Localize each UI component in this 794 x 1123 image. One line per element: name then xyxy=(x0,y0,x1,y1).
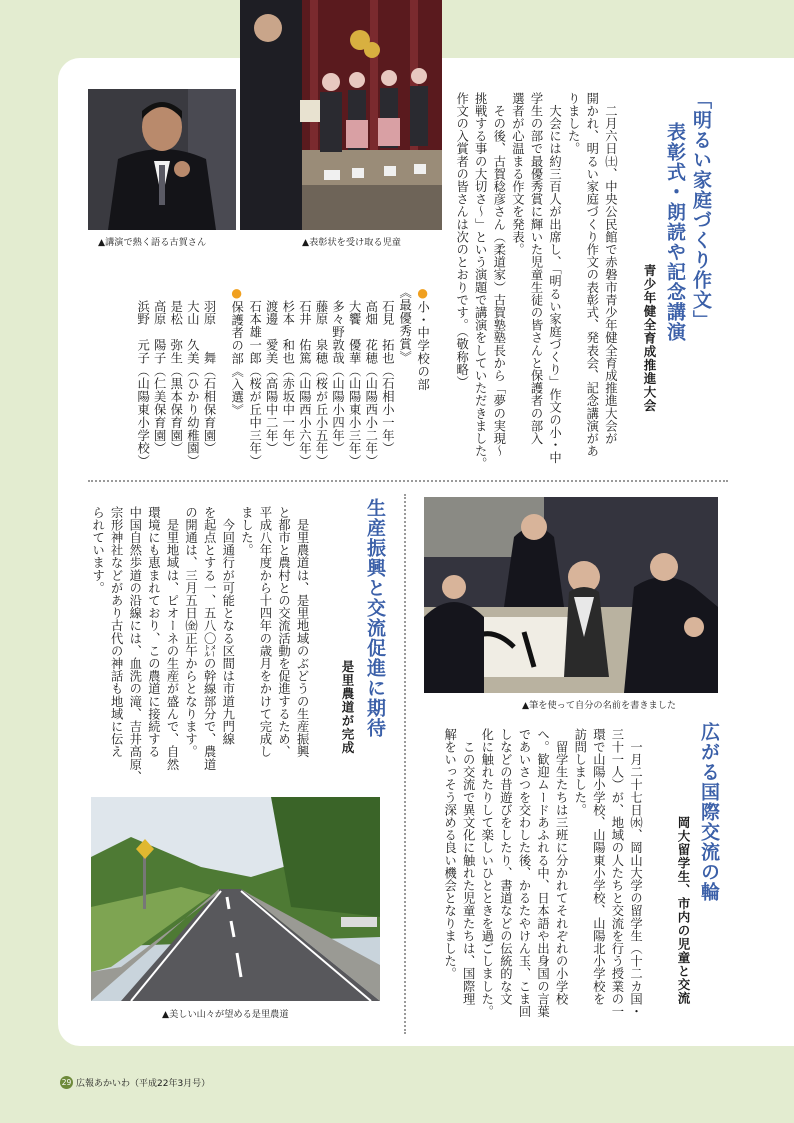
list-item: 石見 拓也（石相小一年） xyxy=(380,300,395,455)
list-item: 石井 佑篤（山陽西小六年） xyxy=(297,300,312,468)
article3-title: 生産振興と交流促進に期待 xyxy=(364,498,386,738)
bullet-icon: ● xyxy=(229,286,244,301)
parents-list xyxy=(134,300,217,468)
list-item: 是松 弥生（黒本保育園） xyxy=(168,300,183,455)
article1-title-2: 表彰式・朗読や記念講演 xyxy=(664,122,686,342)
calligraphy-photo xyxy=(424,497,718,693)
list-item: 石本雄一郎（桜が丘中三年） xyxy=(247,300,262,468)
list-item: 羽原 舞（石相保育園） xyxy=(201,300,216,455)
award-heading: 《最優秀賞》 xyxy=(397,286,412,364)
list-item: 大山 久美（ひかり幼稚園） xyxy=(185,300,200,468)
award-photo-caption: ▲表彰状を受け取る児童 xyxy=(302,237,401,248)
list-item: 杉本 和也（赤坂中一年） xyxy=(280,300,295,455)
article1-subtitle: 青少年健全育成推進大会 xyxy=(642,264,657,413)
publication-name: 広報あかいわ（平成22年3月号） xyxy=(76,1079,211,1089)
farm-road-photo-caption: ▲美しい山々が望める是里農道 xyxy=(162,1009,289,1020)
list-heading: ●小・中学校の部 xyxy=(415,286,430,391)
article2-title: 広がる国際交流の輪 xyxy=(698,722,720,902)
list-item: 大饗 優華（山陽東小三年） xyxy=(347,300,362,468)
list-item: 渡邊 愛美（高陽中二年） xyxy=(264,300,279,455)
column-divider xyxy=(404,494,406,1034)
list-item: 高原 陽子（仁美保育園） xyxy=(152,300,167,455)
page-footer xyxy=(60,1076,210,1089)
article1-body: 二月六日㈯、中央公民館で赤磐市青少年健全育成推進大会が 開かれ、明るい家庭づくり作文の表彰式、発表会、記念講演があ りました。 大会には約三百人が出席し、「明るい家庭づくり」作文の小・中 学生の部で最優秀賞に輝いた児童生徒の皆さんと保護者の部入 選者が心温まる作文を発表。 その後、古賀稔彦さん（柔道家）古賀塾塾長から「夢の実現〜 挑戦する事の大切さ〜」という演題で講演をしていただきました。 作文の入賞者の皆さんは次のとおりです。（敬称略） xyxy=(454,92,618,470)
award-ceremony-photo xyxy=(240,0,442,230)
page-number: 29 xyxy=(61,1078,72,1087)
lecture-photo-caption: ▲講演で熱く語る古賀さん xyxy=(98,237,207,248)
bullet-icon: ● xyxy=(415,286,430,301)
list-item: 高畑 花穂（山陽西小二年） xyxy=(363,300,378,468)
list-item: 藤原 泉穂（桜が丘小五年） xyxy=(313,300,328,468)
list-item: 浜野 元子（山陽東小学校） xyxy=(135,300,150,468)
list-item: 多々野敦哉（山陽小四年） xyxy=(330,300,345,455)
article3-body: 是里農道は、是里地域のぶどうの生産振興 と都市と農村との交流活動を促進するため、 平成八年度から十四年の歳月をかけて完成し ました。 今回通行が可能となる区間は市道九門線 を起点とする一、五八〇㍍の幹線部分で、農道 の開通は、三月五日㈮正午からとなります。 是里地域は、ピオーネの生産が盛んで、自然 環境にも恵まれており、この農道に接続する 中国自然歩道の沿線には、血洗の滝、吉井高原、 宗形神社などがあり古代の神話も地域に伝え られています。 xyxy=(90,506,310,784)
student-list xyxy=(246,300,395,468)
article2-body: 一月二十七日㈬、岡山大学の留学生（十二カ国・ 三十一人）が、地域の人たちと交流を行う授業の一 環で山陽小学校、山陽東小学校、山陽北小学校を 訪問しました。 留学生たちは三班に分かれてそれぞれの小学校 へ。歓迎ムードあふれる中、日本語や出身国の言葉 であいさつを交わした後、かるたやけん玉、こま回 しなどの昔遊びをしたり、書道などの伝統的な文 化に触れたりして楽しいひとときを過ごしました。 この交流で異文化に触れた児童たちは、国際理 解をいっそう深める良い機会となりました。 xyxy=(442,728,643,1018)
article2-subtitle: 岡大留学生、市内の児童と交流 xyxy=(676,816,691,1005)
article3-subtitle: 是里農道が完成 xyxy=(340,660,355,755)
lecture-photo xyxy=(88,89,236,230)
section-divider xyxy=(88,480,728,482)
parents-heading: ●保護者の部《入選》 xyxy=(229,286,244,417)
calligraphy-photo-caption: ▲筆を使って自分の名前を書きました xyxy=(522,700,677,711)
article1-title: 「明るい家庭づくり作文」 xyxy=(690,90,712,330)
farm-road-photo xyxy=(91,797,380,1001)
